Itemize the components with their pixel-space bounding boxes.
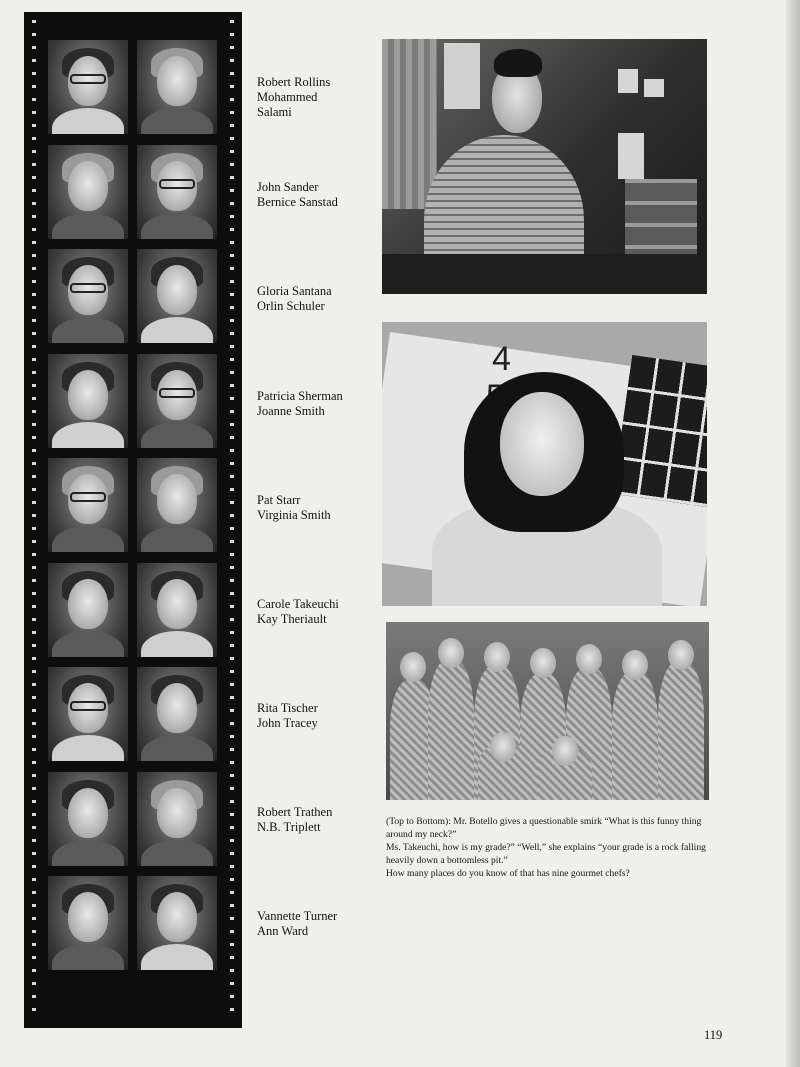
faculty-portrait — [137, 145, 217, 239]
portrait-face — [157, 788, 197, 838]
page-number: 119 — [704, 1028, 723, 1042]
portrait-face — [68, 892, 108, 942]
portrait-name: Pat Starr — [257, 493, 301, 507]
portrait-shoulders — [52, 422, 124, 448]
portrait-glasses — [70, 283, 106, 293]
names-row-9 — [257, 909, 337, 939]
chef-head — [552, 736, 578, 766]
photo-ms-takeuchi — [382, 322, 707, 606]
faculty-portrait — [137, 876, 217, 970]
names-row-1 — [257, 75, 330, 120]
faculty-portrait — [48, 249, 128, 343]
chef-head — [576, 644, 602, 674]
names-row-3 — [257, 284, 332, 314]
portrait-shoulders — [141, 422, 213, 448]
portrait-shoulders — [52, 213, 124, 239]
portrait-glasses — [70, 74, 106, 84]
chef — [612, 672, 658, 800]
page-edge-shadow — [786, 0, 800, 1067]
portrait-glasses — [159, 179, 195, 189]
portrait-face — [157, 474, 197, 524]
portrait-name: John Sander — [257, 180, 319, 194]
portrait-name: Rita Tischer — [257, 701, 318, 715]
faculty-portrait — [48, 876, 128, 970]
portrait-shoulders — [141, 840, 213, 866]
chef — [658, 662, 704, 800]
board-note — [618, 133, 644, 179]
photo-caption — [386, 815, 716, 880]
portrait-shoulders — [141, 631, 213, 657]
names-row-8 — [257, 805, 332, 835]
portrait-face — [157, 56, 197, 106]
portrait-shoulders — [52, 735, 124, 761]
portrait-name: Virginia Smith — [257, 508, 331, 522]
portrait-name: Bernice Sanstad — [257, 195, 338, 209]
portrait-glasses — [159, 388, 195, 398]
portrait-name: Patricia Sherman — [257, 389, 343, 403]
faculty-portrait — [48, 667, 128, 761]
names-row-5 — [257, 493, 331, 523]
faculty-portrait — [137, 40, 217, 134]
portrait-shoulders — [141, 526, 213, 552]
curtain — [382, 39, 437, 209]
portrait-shoulders — [141, 317, 213, 343]
chef — [428, 660, 474, 800]
portrait-shoulders — [52, 108, 124, 134]
portrait-face — [68, 579, 108, 629]
portrait-face — [68, 788, 108, 838]
faculty-portrait — [48, 40, 128, 134]
film-perforations-right — [230, 20, 234, 1020]
faculty-portrait — [48, 772, 128, 866]
portrait-shoulders — [141, 213, 213, 239]
portrait-name: Ann Ward — [257, 924, 309, 938]
film-perforations-left — [32, 20, 36, 1020]
portrait-name: Vannette Turner — [257, 909, 338, 923]
caption-line: (Top to Bottom): Mr. Botello gives a questionable smirk “What is this funny thing around my neck?” — [386, 816, 702, 840]
portrait-name: Salami — [257, 105, 292, 119]
faculty-portrait — [137, 458, 217, 552]
faculty-portrait — [137, 354, 217, 448]
portrait-face — [68, 161, 108, 211]
faculty-portrait — [137, 563, 217, 657]
portrait-shoulders — [52, 631, 124, 657]
photo-gourmet-chefs — [386, 622, 709, 800]
names-row-2 — [257, 180, 338, 210]
faculty-portrait — [48, 458, 128, 552]
portrait-face — [157, 579, 197, 629]
photo-teacher-camera — [382, 39, 707, 294]
portrait-shoulders — [141, 944, 213, 970]
wall-calendar — [444, 43, 480, 109]
chef-head — [530, 648, 556, 678]
board-note — [644, 79, 664, 97]
portrait-name: Robert Rollins — [257, 75, 331, 89]
chef-head — [400, 652, 426, 682]
names-row-6 — [257, 597, 339, 627]
names-row-7 — [257, 701, 318, 731]
portrait-name: N.B. Triplett — [257, 820, 321, 834]
portrait-face — [157, 265, 197, 315]
portrait-face — [157, 683, 197, 733]
faculty-portrait — [137, 772, 217, 866]
portrait-face — [68, 370, 108, 420]
chef-head — [622, 650, 648, 680]
portrait-name: Robert Trathen — [257, 805, 333, 819]
faculty-portrait — [137, 249, 217, 343]
faculty-portrait — [48, 563, 128, 657]
portrait-name: Carole Takeuchi — [257, 597, 339, 611]
portrait-shoulders — [52, 840, 124, 866]
shelf — [625, 179, 697, 263]
woman-face — [500, 392, 584, 496]
portrait-name: Gloria Santana — [257, 284, 332, 298]
desk — [382, 254, 707, 294]
portrait-face — [157, 892, 197, 942]
chef-head — [438, 638, 464, 668]
faculty-portrait — [48, 354, 128, 448]
caption-line: Ms. Takeuchi, how is my grade?” “Well,” she explains “your grade is a rock falling heavily down a bottomless pit.” — [386, 842, 706, 866]
caption-line: How many places do you know of that has nine gourmet chefs? — [386, 868, 630, 879]
faculty-portrait — [48, 145, 128, 239]
calendar-number: 4 — [492, 340, 511, 378]
portrait-shoulders — [141, 735, 213, 761]
portrait-shoulders — [52, 944, 124, 970]
board-note — [618, 69, 638, 93]
portrait-name: Joanne Smith — [257, 404, 325, 418]
portrait-glasses — [70, 492, 106, 502]
portrait-name: Kay Theriault — [257, 612, 327, 626]
chef-head — [490, 732, 516, 762]
teacher-hair — [494, 49, 542, 77]
portrait-name: John Tracey — [257, 716, 318, 730]
portrait-glasses — [70, 701, 106, 711]
faculty-portrait — [137, 667, 217, 761]
portrait-shoulders — [52, 526, 124, 552]
portrait-shoulders — [52, 317, 124, 343]
chef-head — [668, 640, 694, 670]
portrait-name: Orlin Schuler — [257, 299, 325, 313]
portrait-shoulders — [141, 108, 213, 134]
names-row-4 — [257, 389, 343, 419]
chef-head — [484, 642, 510, 672]
portrait-name: Mohammed — [257, 90, 318, 104]
